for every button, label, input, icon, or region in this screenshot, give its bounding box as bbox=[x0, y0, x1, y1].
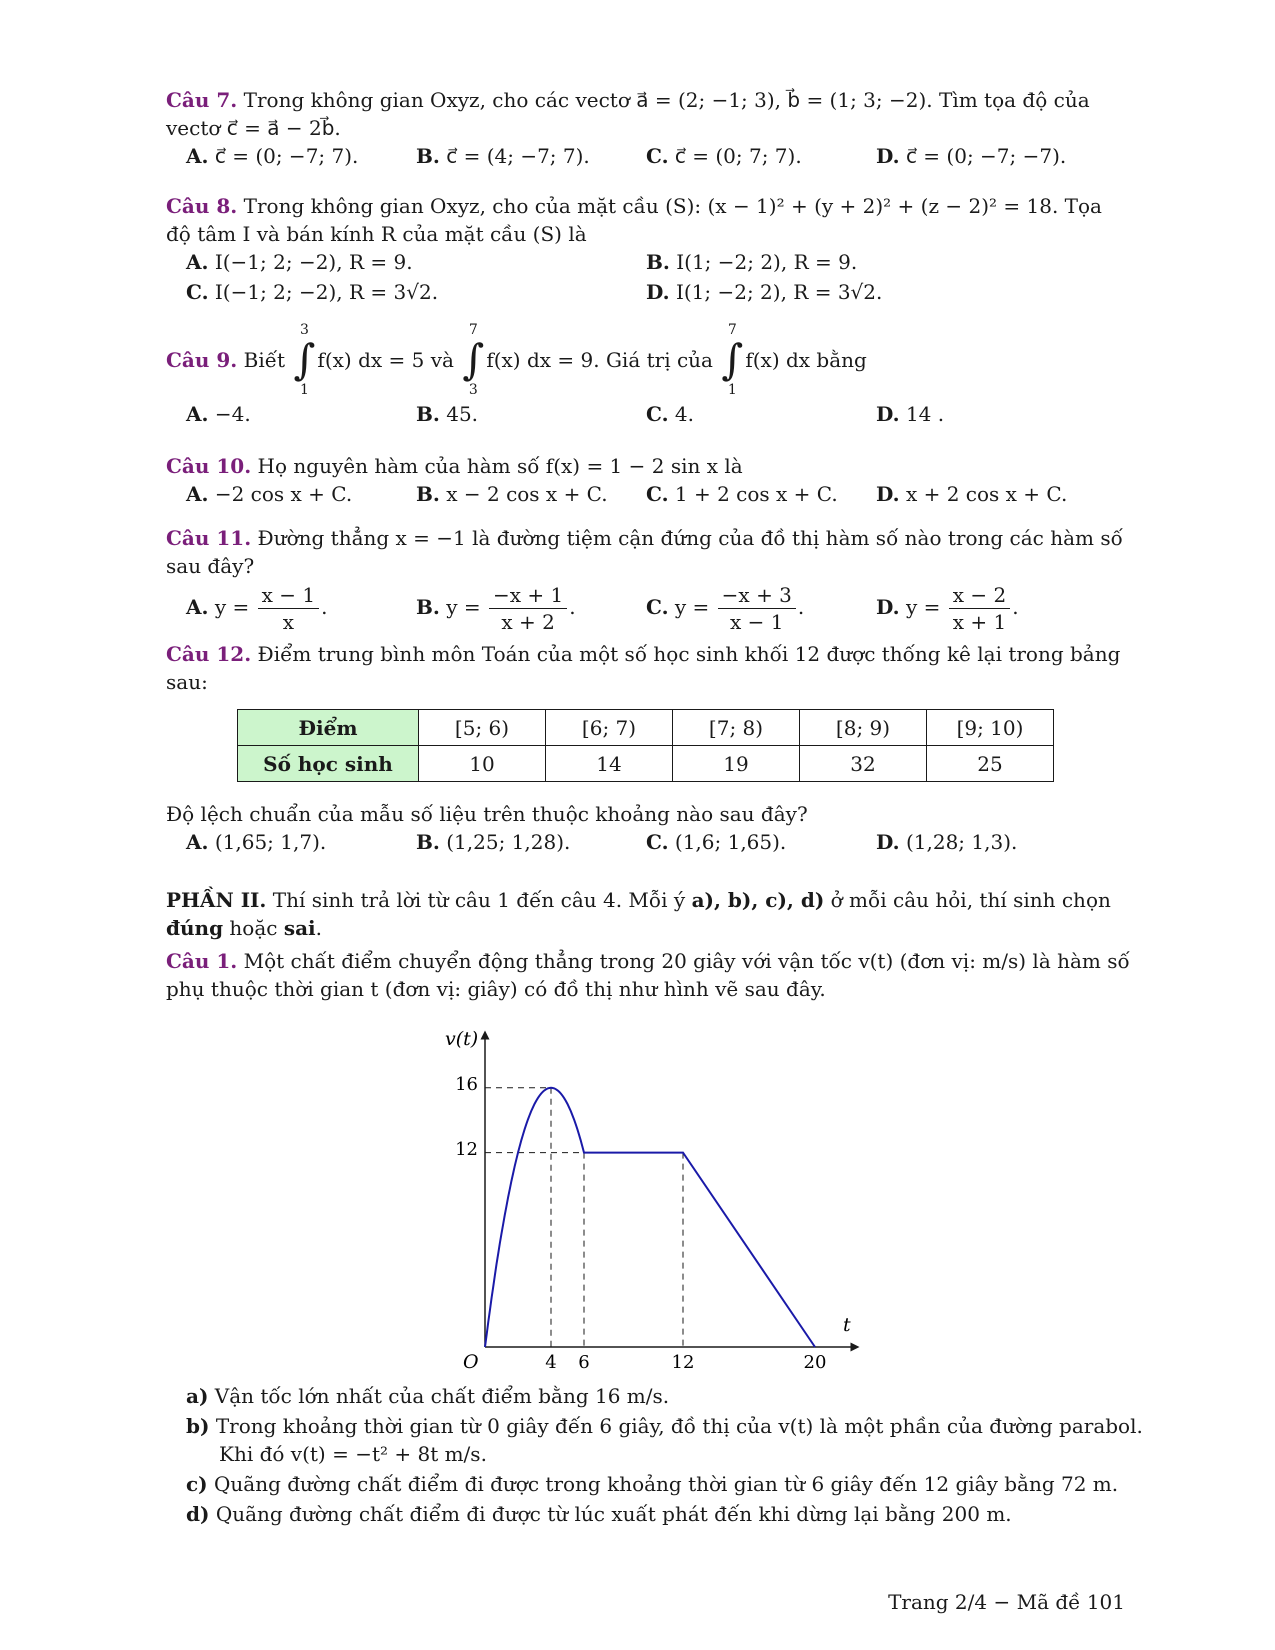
question-8 bbox=[166, 192, 1132, 308]
option-b[interactable]: B. x − 2 cos x + C. bbox=[416, 482, 608, 506]
option-b[interactable]: B. I(1; −2; 2), R = 9. bbox=[646, 250, 858, 274]
y-axis-label: v(t) bbox=[445, 1028, 479, 1050]
integral-1-body: f(x) dx = 5 bbox=[317, 348, 425, 372]
question-text: Đường thẳng x = −1 là đường tiệm cận đứng của đồ thị hàm số nào trong các hàm số bbox=[257, 526, 1123, 550]
option-b[interactable]: B. (1,25; 1,28). bbox=[416, 830, 571, 854]
options-row bbox=[166, 400, 1132, 430]
x-tick-label: 6 bbox=[578, 1352, 590, 1373]
x-tick-label: 4 bbox=[545, 1352, 557, 1373]
table-row bbox=[238, 710, 1054, 746]
option-c[interactable]: C. I(−1; 2; −2), R = 3√2. bbox=[186, 280, 439, 304]
options-row bbox=[166, 580, 1132, 642]
part2-question-1 bbox=[166, 947, 1132, 1003]
statement-a[interactable]: a) Vận tốc lớn nhất của chất điểm bằng 16 m/s. bbox=[186, 1384, 670, 1408]
table-cell: 32 bbox=[800, 746, 927, 782]
integral-icon: ∫ bbox=[293, 335, 316, 384]
options-row bbox=[166, 480, 1132, 510]
statement-c[interactable]: c) Quãng đường chất điểm đi được trong khoảng thời gian từ 6 giây đến 12 giây bằng 72 m. bbox=[186, 1472, 1119, 1496]
question-text: Trong không gian Oxyz, cho của mặt cầu (S): (x − 1)² + (y + 2)² + (z − 2)² = 18. Tọa bbox=[243, 194, 1102, 218]
table-cell: 10 bbox=[419, 746, 546, 782]
table-cell: [5; 6) bbox=[419, 710, 546, 746]
statement-b-line2: Khi đó v(t) = −t² + 8t m/s. bbox=[219, 1442, 487, 1466]
table-row bbox=[238, 746, 1054, 782]
word-va: và bbox=[430, 348, 454, 372]
question-9 bbox=[166, 320, 1132, 430]
question-text-line2: sau đây? bbox=[166, 554, 255, 578]
question-label: Câu 12. bbox=[166, 642, 252, 666]
option-a[interactable]: A. I(−1; 2; −2), R = 9. bbox=[186, 250, 413, 274]
table-cell: [8; 9) bbox=[800, 710, 927, 746]
option-b[interactable]: B. 45. bbox=[416, 402, 479, 426]
x-axis-label: t bbox=[843, 1314, 851, 1336]
options-row bbox=[166, 248, 1132, 278]
option-d[interactable]: D. (1,28; 1,3). bbox=[876, 830, 1018, 854]
option-b[interactable]: B. y = $\frac{-x + 1}{x + 2}$ . bbox=[416, 583, 576, 634]
option-d[interactable]: D. x + 2 cos x + C. bbox=[876, 482, 1068, 506]
table-cell: 19 bbox=[673, 746, 800, 782]
question-11 bbox=[166, 524, 1132, 642]
question-12-part2 bbox=[166, 800, 1132, 858]
option-c[interactable]: C. (1,6; 1,65). bbox=[646, 830, 787, 854]
option-d[interactable]: D. 14 . bbox=[876, 402, 945, 426]
question-text-line2: vectơ c⃗ = a⃗ − 2b⃗. bbox=[166, 116, 341, 140]
word-biet: Biết bbox=[243, 348, 286, 372]
statement-b[interactable]: b) Trong khoảng thời gian từ 0 giây đến 6 giây, đồ thị của v(t) là một phần của đường parabol. bbox=[186, 1414, 1143, 1438]
table-header-so-hoc-sinh: Số học sinh bbox=[238, 746, 419, 782]
question-text: Độ lệch chuẩn của mẫu số liệu trên thuộc khoảng nào sau đây? bbox=[166, 802, 808, 826]
question-text-line2: sau: bbox=[166, 670, 208, 694]
question-text: Điểm trung bình môn Toán của một số học sinh khối 12 được thống kê lại trong bảng bbox=[257, 642, 1121, 666]
options-row bbox=[166, 828, 1132, 858]
origin-label: O bbox=[463, 1351, 479, 1373]
question-label: Câu 11. bbox=[166, 526, 252, 550]
question-text: Một chất điểm chuyển động thẳng trong 20 giây với vận tốc v(t) (đơn vị: m/s) là hàm số bbox=[243, 949, 1130, 973]
velocity-curve bbox=[485, 1088, 815, 1347]
options-row bbox=[166, 278, 1132, 308]
statement-d[interactable]: d) Quãng đường chất điểm đi được từ lúc xuất phát đến khi dừng lại bằng 200 m. bbox=[186, 1502, 1012, 1526]
question-10 bbox=[166, 452, 1132, 510]
question-7 bbox=[166, 86, 1132, 172]
question-text-line2: độ tâm I và bán kính R của mặt cầu (S) là bbox=[166, 222, 587, 246]
option-d[interactable]: D. c⃗ = (0; −7; −7). bbox=[876, 144, 1067, 168]
integral-3: 7 ∫ 1 bbox=[719, 322, 745, 398]
table-cell: 14 bbox=[546, 746, 673, 782]
integral-icon: ∫ bbox=[462, 335, 485, 384]
options-row bbox=[166, 142, 1132, 172]
table-cell: 25 bbox=[927, 746, 1054, 782]
table-cell: [6; 7) bbox=[546, 710, 673, 746]
option-c[interactable]: C. c⃗ = (0; 7; 7). bbox=[646, 144, 802, 168]
question-12 bbox=[166, 640, 1132, 696]
option-a[interactable]: A. c⃗ = (0; −7; 7). bbox=[186, 144, 359, 168]
option-a[interactable]: A. −4. bbox=[186, 402, 251, 426]
option-d[interactable]: D. y = $\frac{x - 2}{x + 1}$ . bbox=[876, 583, 1019, 634]
score-table bbox=[237, 709, 1054, 782]
y-tick-label: 16 bbox=[455, 1074, 478, 1095]
option-b[interactable]: B. c⃗ = (4; −7; 7). bbox=[416, 144, 590, 168]
integral-1: 3 ∫ 1 bbox=[291, 322, 317, 398]
question-label: Câu 8. bbox=[166, 194, 238, 218]
option-a[interactable]: A. −2 cos x + C. bbox=[186, 482, 353, 506]
x-tick-label: 12 bbox=[671, 1352, 695, 1373]
table-cell: [7; 8) bbox=[673, 710, 800, 746]
question-label: Câu 10. bbox=[166, 454, 252, 478]
option-c[interactable]: C. 1 + 2 cos x + C. bbox=[646, 482, 838, 506]
option-c[interactable]: C. 4. bbox=[646, 402, 694, 426]
question-text: Họ nguyên hàm của hàm số f(x) = 1 − 2 sin x là bbox=[257, 454, 743, 478]
question-text-line2: phụ thuộc thời gian t (đơn vị: giây) có đồ thị như hình vẽ sau đây. bbox=[166, 977, 826, 1001]
option-c[interactable]: C. y = $\frac{-x + 3}{x - 1}$ . bbox=[646, 583, 805, 634]
table-cell: [9; 10) bbox=[927, 710, 1054, 746]
integral-3-body: f(x) dx bằng bbox=[745, 348, 867, 372]
integral-icon: ∫ bbox=[721, 335, 744, 384]
part-2-intro: PHẦN II. Thí sinh trả lời từ câu 1 đến câu 4. Mỗi ý a), b), c), d) ở mỗi câu hỏi, thí sinh chọn đúng hoặc sai. bbox=[166, 888, 1111, 940]
question-text: Trong không gian Oxyz, cho các vectơ a⃗ = (2; −1; 3), b⃗ = (1; 3; −2). Tìm tọa độ của bbox=[243, 88, 1090, 112]
option-a[interactable]: A. y = $\frac{x - 1}{x}$ . bbox=[186, 583, 328, 634]
option-d[interactable]: D. I(1; −2; 2), R = 3√2. bbox=[646, 280, 883, 304]
part-title: PHẦN II. bbox=[166, 888, 267, 912]
question-label: Câu 9. bbox=[166, 348, 238, 372]
y-tick-label: 12 bbox=[455, 1139, 478, 1160]
option-a[interactable]: A. (1,65; 1,7). bbox=[186, 830, 327, 854]
velocity-graph bbox=[400, 1015, 880, 1375]
page-footer: Trang 2/4 − Mã đề 101 bbox=[888, 1590, 1125, 1614]
integral-2-body: f(x) dx = 9. Giá trị của bbox=[486, 348, 713, 372]
question-label: Câu 7. bbox=[166, 88, 238, 112]
question-label: Câu 1. bbox=[166, 949, 238, 973]
table-header-diem: Điểm bbox=[238, 710, 419, 746]
guide-lines bbox=[485, 1088, 683, 1347]
integral-2: 7 ∫ 3 bbox=[460, 322, 486, 398]
x-tick-label: 20 bbox=[803, 1352, 827, 1373]
